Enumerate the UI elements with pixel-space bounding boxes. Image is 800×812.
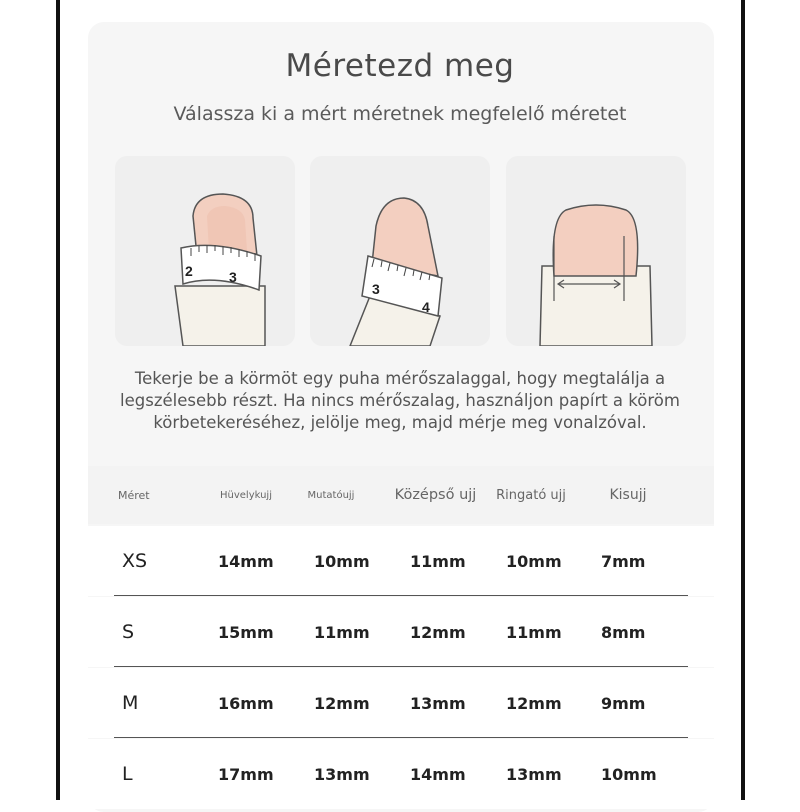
cell-index: 12mm: [314, 693, 370, 713]
size-table: [88, 466, 714, 800]
cell-ring: 12mm: [506, 693, 562, 713]
cell-ring: 10mm: [506, 551, 562, 571]
table-row: [88, 739, 714, 809]
cell-thumb: 14mm: [218, 551, 274, 571]
cell-index: 10mm: [314, 551, 370, 571]
tape-number-3b: 3: [372, 281, 380, 297]
row-divider: [114, 595, 688, 596]
cell-pinky: 9mm: [601, 693, 646, 713]
measurement-instructions: Tekerje be a körmöt egy puha mérőszalaggal, hogy megtalálja a legszélesebb részt. Ha nincs mérőszalag, használjon papírt a köröm körbetekeréséhez, jelölje meg, majd mérje meg vonalzóval.: [120, 369, 680, 432]
cell-ring: 13mm: [506, 764, 562, 784]
table-row: [88, 668, 714, 738]
tape-number-2: 2: [185, 263, 193, 279]
row-size: S: [122, 621, 135, 643]
cell-middle: 14mm: [410, 764, 466, 784]
row-size: M: [122, 692, 139, 714]
cell-middle: 11mm: [410, 551, 466, 571]
cell-index: 13mm: [314, 764, 370, 784]
row-size: XS: [122, 550, 148, 572]
header-thumb: Hüvelykujj: [219, 489, 272, 501]
row-size: L: [122, 763, 133, 785]
cell-thumb: 15mm: [218, 622, 274, 642]
tape-number-4: 4: [422, 299, 430, 315]
cell-pinky: 8mm: [601, 622, 646, 642]
header-size: Méret: [118, 488, 150, 502]
row-divider: [114, 737, 688, 738]
tape-number-3: 3: [229, 269, 237, 285]
cell-thumb: 16mm: [218, 693, 274, 713]
cell-index: 11mm: [314, 622, 370, 642]
header-middle: Középső ujj: [394, 487, 477, 503]
cell-middle: 13mm: [410, 693, 466, 713]
page-subtitle: Válassza ki a mért méretnek megfelelő méretet: [173, 103, 627, 125]
table-header: [88, 466, 714, 524]
header-ring: Ringató ujj: [496, 487, 566, 503]
illustration-tape-wrap-2: [310, 156, 490, 346]
cell-thumb: 17mm: [218, 764, 274, 784]
illustration-tape-wrap-1: [115, 156, 295, 346]
cell-pinky: 7mm: [601, 551, 646, 571]
table-row: [88, 597, 714, 667]
header-pinky: Kisujj: [609, 487, 647, 503]
row-divider: [114, 666, 688, 667]
header-index: Mutatóujj: [307, 489, 355, 501]
illustration-nail-width: [506, 156, 686, 346]
page-title: Méretezd meg: [285, 48, 515, 84]
table-row: [88, 526, 714, 596]
cell-pinky: 10mm: [601, 764, 657, 784]
cell-middle: 12mm: [410, 622, 466, 642]
cell-ring: 11mm: [506, 622, 562, 642]
